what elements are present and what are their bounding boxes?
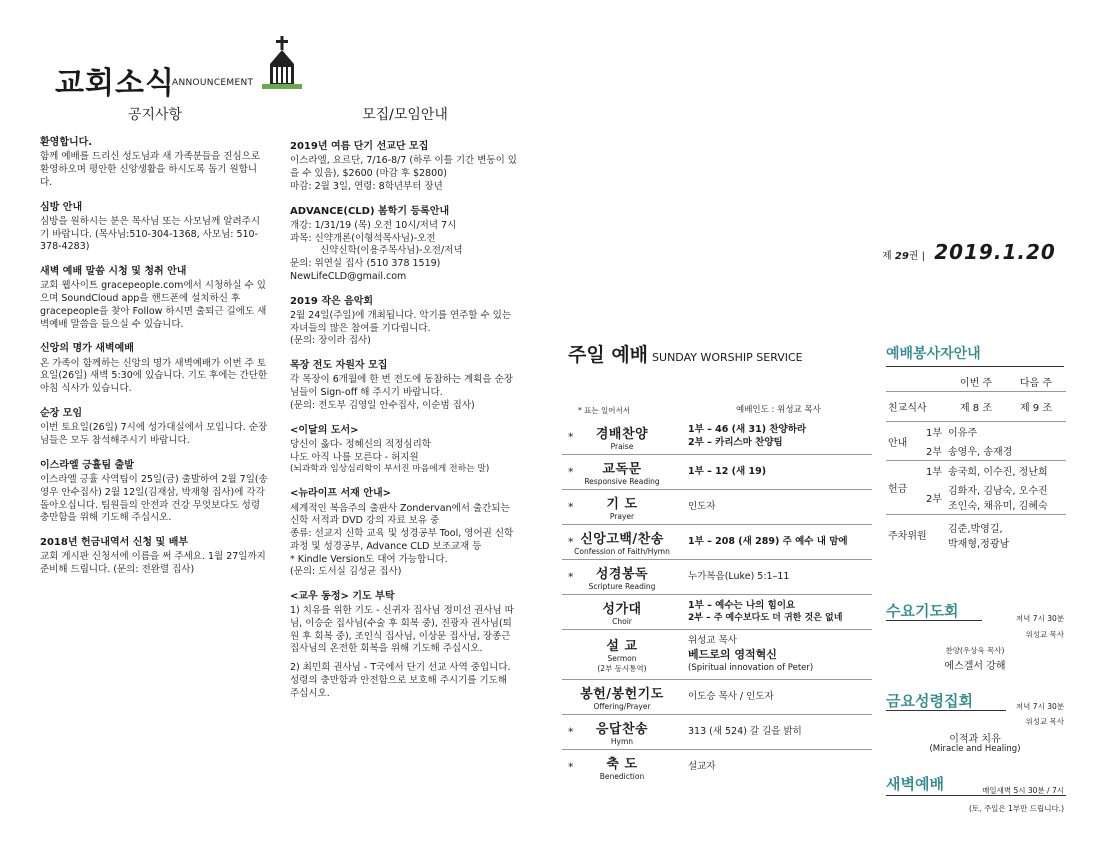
order-detail: 인도자 [688, 500, 716, 512]
volume-prefix: 제 [882, 251, 892, 262]
worship-row [562, 489, 872, 524]
serving-value: 제 8 조 [946, 392, 1006, 422]
order-name: 경배찬양 [595, 427, 649, 442]
dawn-time: 매일새벽 5시 30분 / 7시 [982, 786, 1064, 795]
recruit-email[interactable]: NewLifeCLD@gmail.com [290, 270, 407, 282]
notice-body: 교회 게시판 신청서에 이름을 써 주세요. 1월 27일까지 준비해 드립니다. (문의: 전완렬 집사) [40, 551, 266, 576]
standing-mark: * [568, 725, 574, 739]
standing-mark: * [568, 760, 574, 774]
serving-title: 예배봉사자안내 [886, 346, 981, 362]
order-detail: 1부 – 208 (새 289) 주 예수 내 맘에 [688, 535, 848, 547]
notice-title: 환영합니다. [40, 137, 93, 148]
church-icon [262, 36, 302, 94]
order-name-en: Praise [610, 442, 634, 451]
service-part: 2부 [926, 447, 943, 458]
wednesday-title: 수요기도회 [886, 602, 959, 620]
standing-mark: * [568, 500, 574, 514]
serving-value-group [946, 515, 1066, 555]
notice-heading: 공지사항 [127, 107, 183, 123]
recruit-line: (문의: 장이라 집사) [290, 335, 371, 347]
recruit-line: 2월 24일(주일)에 개최됩니다. 악기를 연주할 수 있는 자녀들의 많은 참여를 기다립니다. [290, 309, 512, 334]
serving-row [886, 461, 1066, 481]
bulletin-date: 2019.1.20 [934, 240, 1056, 264]
friday-topic: 이적과 치유 [949, 734, 1001, 745]
volume-suffix: 권 | [908, 251, 925, 262]
serving-label: 주차위원 [886, 515, 946, 555]
wednesday-time: 저녁 7시 30분 [1015, 614, 1064, 623]
recruit-line: 1) 치유를 위한 기도 - 신귀자 집사님 정미선 권사님 따님, 이승순 집사님(수술 후 회복 중), 진광자 권사님(퇴원 후 회복 중), 조인식 집사님, 이상문 집사님, 장종근 집사님의 온전한 회복을 위해 기도해 주십시오. [290, 605, 514, 655]
recruit-line: (문의: 전도부 김영일 안수집사, 이순범 집사) [290, 399, 475, 411]
dawn-title: 새벽예배 [886, 775, 944, 793]
serving-row [886, 392, 1066, 422]
friday-rule [886, 710, 1006, 711]
recruit-title: <이달의 도서> [290, 424, 359, 436]
serving-value: 김준,박영길, [948, 523, 1003, 535]
recruit-line: 마감: 2월 3일, 연령: 8학년부터 장년 [290, 180, 443, 192]
service-part: 1부 [924, 461, 946, 481]
recruit-line: 이스라엘, 요르단, 7/16-8/7 (하루 이틀 기간 변동이 있을 수 있음), $2600 (마감 후 $2800) [290, 155, 517, 180]
notice-title: 순장 모임 [40, 407, 83, 419]
recruit-title: 2019년 여름 단기 선교단 모집 [290, 141, 429, 152]
order-name-en: Prayer [609, 512, 635, 521]
serving-rule [886, 366, 1064, 367]
notice-title: 이스라엘 긍휼팀 출발 [40, 459, 134, 471]
friday-preacher: 위성교 목사 [1025, 717, 1064, 726]
recruit-title: 목장 전도 자원자 모집 [290, 360, 388, 372]
order-name: 축 도 [606, 757, 638, 772]
recruit-title: 2019 작은 음악회 [290, 295, 374, 307]
order-name-en: Confession of Faith/Hymn [574, 547, 670, 556]
standing-mark: * [568, 465, 574, 479]
volume-number: 29 [894, 251, 909, 262]
order-name: 교독문 [602, 462, 642, 477]
worship-row [562, 559, 872, 594]
recruit-line: 나도 아직 나를 모른다 - 허지원 [290, 451, 419, 463]
notice-title: 2018년 헌금내역서 신청 및 배부 [40, 537, 189, 548]
worship-row [562, 420, 872, 454]
order-name-en: Sermon [607, 654, 637, 663]
notice-body: 함께 예배를 드리신 성도님과 새 가족분들을 진심으로 환영하오며 평안한 신앙생활을 하시도록 돕기 원합니다. [40, 151, 261, 188]
recruit-line: 과목: 신약개론(이형석목사님)-오전 [290, 232, 436, 244]
worship-title [568, 340, 803, 367]
notice-column [40, 136, 268, 577]
serving-value: 제 9 조 [1006, 392, 1066, 422]
serving-value: 박재형,정광남 [948, 538, 1010, 550]
notice-title: 심방 안내 [40, 201, 83, 213]
wednesday-preacher: 위성교 목사 [1025, 630, 1064, 639]
wednesday-topic: 에스겔서 강해 [944, 661, 1006, 672]
serving-row [886, 422, 1066, 442]
worship-row [562, 454, 872, 489]
standing-mark: * [568, 430, 574, 444]
notice-body: 온 가족이 함께하는 신앙의 명가 새벽예배가 이번 주 토요일(26일) 새벽 5:30에 있습니다. 기도 후에는 간단한 아침 식사가 있습니다. [40, 357, 268, 395]
serving-table [886, 372, 1066, 555]
order-detail: 2부 – 주 예수보다도 더 귀한 것은 없네 [688, 613, 843, 624]
notice-title: 새벽 예배 말씀 시청 및 청취 안내 [40, 266, 187, 278]
order-name-en: Benediction [599, 772, 645, 781]
order-name-note: (2부 동시통역) [597, 664, 647, 673]
worship-row [562, 714, 872, 749]
col-this-week: 이번 주 [959, 378, 993, 389]
recruit-line: 문의: 위연실 집사 (510 378 1519) [290, 258, 441, 270]
order-name: 봉헌/봉헌기도 [580, 687, 664, 702]
sermon-title-en: (Spiritual innovation of Peter) [688, 662, 814, 673]
recruit-line: 당신이 옳다- 정혜신의 적정심리학 [290, 439, 431, 451]
friday-topic-en: (Miracle and Healing) [929, 744, 1021, 754]
order-detail: 313 (새 524) 갈 길을 밝히 [688, 725, 802, 737]
worship-order-table [562, 420, 872, 784]
order-name: 신앙고백/찬송 [580, 532, 664, 547]
dawn-note: (토, 주일은 1부만 드립니다.) [969, 804, 1064, 813]
order-name: 성경봉독 [595, 567, 649, 582]
order-name: 기 도 [606, 497, 638, 512]
recruit-column [290, 140, 518, 700]
worship-row [562, 594, 872, 629]
recruit-line: * Kindle Version도 대여 가능합니다. [290, 553, 448, 565]
worship-title-ko: 주일 예배 [568, 344, 649, 366]
order-name-en: Hymn [610, 737, 634, 746]
order-detail: 2부 – 카리스마 찬양팀 [688, 437, 783, 448]
notice-body: 이번 토요일(26일) 7시에 성가대실에서 모입니다. 순장님들은 모두 참석해주시기 바랍니다. [40, 422, 268, 447]
order-detail: 1부 – 12 (새 19) [688, 465, 767, 477]
wednesday-rule [886, 620, 982, 621]
recruit-line: 세계적인 복음주의 출판사 Zondervan에서 출간되는 신학 서적과 DVD 강의 자료 보유 중 [290, 502, 510, 527]
recruit-line: 개강: 1/31/19 (목) 오전 10시/저녁 7시 [290, 219, 457, 231]
order-name-en: Offering/Prayer [593, 702, 651, 711]
bulletin-subtitle: ANNOUNCEMENT [172, 78, 254, 88]
service-part: 1부 [924, 422, 946, 442]
service-part: 2부 [926, 493, 943, 505]
order-detail: 누가복음(Luke) 5:1–11 [688, 570, 790, 582]
recruit-title: <교우 동정> 기도 부탁 [290, 590, 395, 602]
serving-row [886, 515, 1066, 555]
worship-row [562, 524, 872, 559]
recruit-heading: 모집/모임안내 [362, 107, 448, 123]
notice-body: 교회 웹사이트 gracepeople.com에서 시청하실 수 있으며 SoundCloud app을 핸드폰에 설치하신 후 gracepeople을 찾아 Follow 하시면 출퇴근 길에도 새벽예배 말씀을 들으실 수 있습니다. [40, 280, 267, 330]
col-next-week: 다음 주 [1019, 378, 1053, 389]
order-name-en: Responsive Reading [584, 477, 660, 486]
serving-value-group [946, 480, 1066, 515]
serving-value: 조인숙, 채유미, 김혜숙 [948, 501, 1048, 512]
friday-title: 금요성령집회 [886, 692, 973, 710]
worship-row [562, 629, 872, 679]
order-detail: 이도승 목사 / 인도자 [688, 690, 774, 702]
recruit-line: 종류: 선교지 신학 교육 및 성경공부 Tool, 영어권 신학 과정 및 성경공부, Advance CLD 보조교재 등 [290, 528, 514, 552]
serving-label: 안내 [886, 422, 924, 461]
order-name: 응답찬송 [595, 722, 649, 737]
recruit-title: ADVANCE(CLD) 봄학기 등록안내 [290, 205, 450, 217]
serving-label: 친교식사 [886, 392, 946, 422]
standing-mark: * [568, 570, 574, 584]
worship-title-en: SUNDAY WORSHIP SERVICE [652, 351, 803, 364]
sermon-title: 베드로의 영적혁신 [688, 647, 777, 661]
worship-leader: 예배인도 : 위성교 목사 [736, 405, 821, 415]
friday-time: 저녁 7시 30분 [1015, 702, 1064, 711]
wednesday-praise: 찬양(우상욱 목사) [945, 646, 1005, 655]
serving-value: 이유주 [946, 422, 1066, 442]
worship-row [562, 749, 872, 784]
worship-row [562, 679, 872, 714]
order-detail: 1부 – 46 (새 31) 찬양하라 [688, 424, 807, 436]
order-name-en: Choir [612, 617, 632, 626]
recruit-line: 2) 최민희 권사님 - T국에서 단기 선교 사역 중입니다. 성령의 충만함과 안전함으로 보호해 주시기를 기도해 주십시오. [290, 662, 511, 699]
serving-value: 송영우, 송재경 [948, 447, 1013, 458]
serving-header-row [886, 372, 1066, 392]
notice-title: 신앙의 명가 새벽예배 [40, 343, 134, 355]
notice-body: 심방을 원하시는 분은 목사님 또는 사모님께 알려주시기 바랍니다. (목사님:510-304-1368, 사모님: 510-378-4283) [40, 215, 261, 253]
order-name: 성가대 [602, 602, 642, 617]
recruit-line: 각 목장이 6개월에 한 번 전도에 동참하는 계획을 순장님들이 Sign-off 해 주시기 바랍니다. [290, 374, 513, 399]
recruit-line: (뇌과학과 임상심리학이 부서진 마음에게 전하는 말) [290, 464, 490, 475]
order-name: 설 교 [606, 639, 638, 654]
serving-value: 김화자, 김남숙, 오수진 [948, 486, 1048, 497]
recruit-line: 신약신학(이용주목사님)-오전/저녁 [320, 245, 463, 257]
volume-date [882, 240, 1056, 264]
serving-label: 헌금 [886, 461, 924, 515]
recruit-title: <뉴라이프 서재 안내> [290, 488, 392, 500]
standing-mark: * [568, 535, 574, 549]
order-detail: 위성교 목사 [688, 634, 737, 646]
order-detail: 1부 – 예수는 나의 힘이요 [688, 599, 796, 611]
standing-note: * 표는 일어서서 [578, 406, 630, 415]
serving-value: 송국희, 이수진, 정난희 [946, 461, 1066, 481]
order-detail: 설교자 [688, 760, 716, 772]
recruit-line: (문의: 도서실 김성균 집사) [290, 566, 402, 578]
bulletin-title: 교회소식 [55, 66, 175, 101]
order-name-en: Scripture Reading [588, 582, 656, 591]
notice-body: 이스라엘 긍휼 사역팀이 25일(금) 출발하여 2월 7일(송영우 안수집사) 2월 12일(김재삼, 박재형 집사)에 각각 돌아오십니다. 팀원들의 안전과 건강 무엇보다도 성령 충만함을 위해 기도해 주십시오. [40, 474, 268, 524]
